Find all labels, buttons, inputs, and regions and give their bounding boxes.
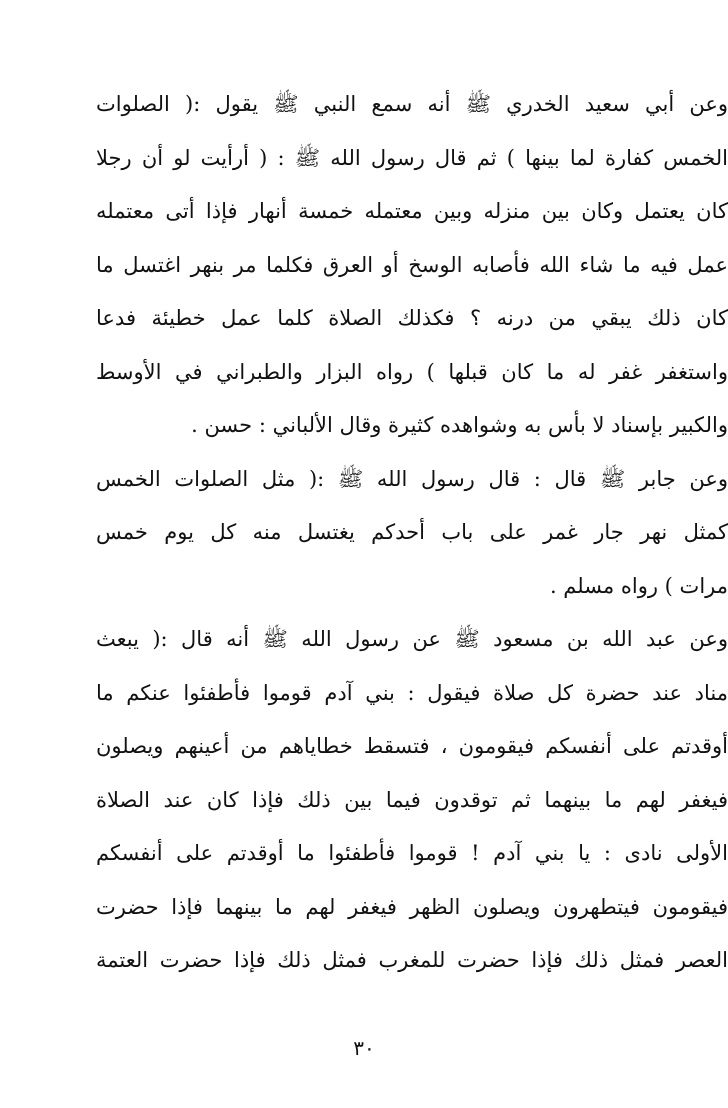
text-line-10: مرات ) رواه مسلم . — [549, 573, 728, 598]
text-line-8: وعن جابر ﷺ قال : قال رسول الله ﷺ :( مثل الصلوات الخمس — [96, 466, 728, 491]
text-line-15: الأولى نادى : يا بني آدم ! قوموا فأطفئوا ما أوقدتم على أنفسكم — [96, 841, 728, 865]
text-line-16: فيقومون فيتطهرون ويصلون الظهر فيغفر لهم ما بينهما فإذا حضرت — [96, 894, 728, 919]
text-line-12: مناد عند حضرة كل صلاة فيقول : بني آدم قوموا فأطفئوا عنكم ما — [96, 680, 728, 705]
page-number: ٣٠ — [353, 1036, 375, 1060]
text-line-1: وعن أبي سعيد الخدري ﷺ أنه سمع النبي ﷺ يقول :( الصلوات — [96, 92, 728, 116]
text-line-5: كان ذلك يبقي من درنه ؟ فكذلك الصلاة كلما عمل خطيئة فدعا — [96, 306, 728, 330]
text-line-13: أوقدتم على أنفسكم فيقومون ، فتسقط خطاياهم من أعينهم ويصلون — [96, 734, 728, 758]
text-line-7: والكبير بإسناد لا بأس به وشواهده كثيرة وقال الألباني : حسن . — [191, 413, 728, 437]
text-line-17: العصر فمثل ذلك فإذا حضرت للمغرب فمثل ذلك فإذا حضرت العتمة — [96, 948, 728, 972]
text-line-3: كان يعتمل وكان بين منزله وبين معتمله خمسة أنهار فإذا أتى معتمله — [96, 199, 728, 223]
text-line-14: فيغفر لهم ما بينهما ثم توقدون فيما بين ذلك فإذا كان عند الصلاة — [96, 787, 728, 812]
text-line-6: واستغفر غفر له ما كان قبلها ) رواه البزار والطبراني في الأوسط — [96, 359, 728, 384]
text-line-4: عمل فيه ما شاء الله فأصابه الوسخ أو العرق فكلما مر بنهر اغتسل ما — [96, 252, 728, 277]
text-line-11: وعن عبد الله بن مسعود ﷺ عن رسول الله ﷺ أنه قال :( يبعث — [96, 627, 728, 651]
body-text — [96, 78, 728, 988]
text-line-2: الخمس كفارة لما بينها ) ثم قال رسول الله ﷺ : ( أرأيت لو أن رجلا — [96, 145, 728, 170]
text-line-9: كمثل نهر جار غمر على باب أحدكم يغتسل منه كل يوم خمس — [96, 520, 728, 544]
